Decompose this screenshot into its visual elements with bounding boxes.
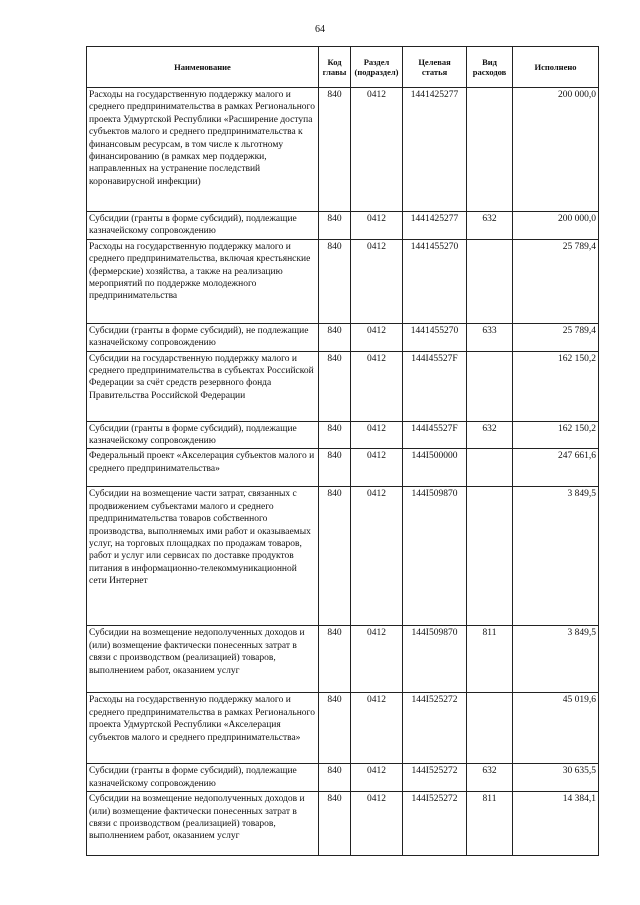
budget-table (86, 46, 599, 856)
row-code: 840 (319, 88, 351, 212)
row-code: 840 (319, 239, 351, 323)
table-row (87, 323, 599, 351)
row-section: 0412 (351, 421, 403, 449)
row-code: 840 (319, 792, 351, 856)
row-amount: 200 000,0 (513, 88, 599, 212)
header-article: Целевая статья (403, 47, 467, 88)
row-article: 144I45527F (403, 421, 467, 449)
header-code: Код главы (319, 47, 351, 88)
row-code: 840 (319, 351, 351, 421)
table-row (87, 792, 599, 856)
row-name: Субсидии (гранты в форме субсидий), не подлежащие казначейскому сопровождению (87, 323, 319, 351)
table-row (87, 626, 599, 693)
row-expense-type (467, 449, 513, 487)
row-section: 0412 (351, 764, 403, 792)
row-section: 0412 (351, 792, 403, 856)
header-expense-type: Вид расходов (467, 47, 513, 88)
row-article: 144I509870 (403, 626, 467, 693)
row-amount: 162 150,2 (513, 421, 599, 449)
row-amount: 25 789,4 (513, 239, 599, 323)
table-row (87, 764, 599, 792)
table-row (87, 693, 599, 764)
row-amount: 14 384,1 (513, 792, 599, 856)
row-name: Федеральный проект «Акселерация субъектов малого и среднего предпринимательства» (87, 449, 319, 487)
table-row (87, 421, 599, 449)
row-expense-type: 632 (467, 212, 513, 240)
row-code: 840 (319, 626, 351, 693)
row-section: 0412 (351, 693, 403, 764)
row-article: 144I500000 (403, 449, 467, 487)
row-article: 144I525272 (403, 693, 467, 764)
row-article: 144I45527F (403, 351, 467, 421)
row-section: 0412 (351, 449, 403, 487)
row-code: 840 (319, 323, 351, 351)
row-code: 840 (319, 764, 351, 792)
row-expense-type (467, 487, 513, 626)
row-article: 1441425277 (403, 212, 467, 240)
row-expense-type: 633 (467, 323, 513, 351)
row-expense-type: 632 (467, 764, 513, 792)
row-amount: 162 150,2 (513, 351, 599, 421)
row-section: 0412 (351, 88, 403, 212)
header-name: Наименование (87, 47, 319, 88)
table-row (87, 449, 599, 487)
row-name: Расходы на государственную поддержку малого и среднего предпринимательства в рамках Регионального проекта Удмуртской Республики «Расширение доступа субъектов малого и среднего предпринимательства к финансовым ресурсам, в том числе к льготному финансированию (в рамках мер поддержки, направленных на устранение последствий коронавирусной инфекции) (87, 88, 319, 212)
row-expense-type (467, 88, 513, 212)
row-expense-type (467, 693, 513, 764)
row-name: Субсидии (гранты в форме субсидий), подлежащие казначейскому сопровождению (87, 421, 319, 449)
row-amount: 3 849,5 (513, 626, 599, 693)
table-row (87, 351, 599, 421)
row-article: 144I525272 (403, 792, 467, 856)
row-code: 840 (319, 421, 351, 449)
page-number: 64 (315, 24, 325, 35)
row-section: 0412 (351, 351, 403, 421)
row-name: Субсидии на возмещение недополученных доходов и (или) возмещение фактически понесенных затрат в связи с производством (реализацией) товаров, выполнением работ, оказанием услуг (87, 626, 319, 693)
row-amount: 3 849,5 (513, 487, 599, 626)
row-expense-type (467, 351, 513, 421)
row-name: Субсидии на возмещение части затрат, связанных с продвижением субъектами малого и среднего предпринимательства товаров собственного производства, выполняемых ими работ и оказываемых услуг, на торговых площадках по продажам товаров, работ и услуг или сервисах по доставке продуктов питания в информационно-телекоммуникационной сети Интернет (87, 487, 319, 626)
row-code: 840 (319, 487, 351, 626)
row-article: 144I509870 (403, 487, 467, 626)
row-section: 0412 (351, 239, 403, 323)
row-name: Субсидии (гранты в форме субсидий), подлежащие казначейскому сопровождению (87, 764, 319, 792)
table-row (87, 487, 599, 626)
row-amount: 25 789,4 (513, 323, 599, 351)
row-section: 0412 (351, 212, 403, 240)
table-row (87, 88, 599, 212)
row-name: Субсидии (гранты в форме субсидий), подлежащие казначейскому сопровождению (87, 212, 319, 240)
row-amount: 45 019,6 (513, 693, 599, 764)
table-row (87, 212, 599, 240)
row-name: Субсидии на возмещение недополученных доходов и (или) возмещение фактически понесенных затрат в связи с производством (реализацией) товаров, выполнением работ, оказанием услуг (87, 792, 319, 856)
row-article: 144I525272 (403, 764, 467, 792)
header-section: Раздел (подраздел) (351, 47, 403, 88)
row-name: Расходы на государственную поддержку малого и среднего предпринимательства в рамках Регионального проекта Удмуртской Республики «Акселерация субъектов малого и среднего предпринимательства» (87, 693, 319, 764)
row-code: 840 (319, 693, 351, 764)
row-code: 840 (319, 212, 351, 240)
row-section: 0412 (351, 626, 403, 693)
row-article: 1441455270 (403, 323, 467, 351)
table-header-row (87, 47, 599, 88)
table-row (87, 239, 599, 323)
row-amount: 247 661,6 (513, 449, 599, 487)
row-name: Субсидии на государственную поддержку малого и среднего предпринимательства в субъектах Российской Федерации за счёт средств резервного фонда Правительства Российской Федерации (87, 351, 319, 421)
row-name: Расходы на государственную поддержку малого и среднего предпринимательства, включая крестьянские (фермерские) хозяйства, а также на реализацию мероприятий по поддержке молодежного предпринимательства (87, 239, 319, 323)
row-expense-type: 811 (467, 626, 513, 693)
row-expense-type (467, 239, 513, 323)
row-article: 1441425277 (403, 88, 467, 212)
row-section: 0412 (351, 487, 403, 626)
row-section: 0412 (351, 323, 403, 351)
header-amount: Исполнено (513, 47, 599, 88)
row-expense-type: 632 (467, 421, 513, 449)
row-expense-type: 811 (467, 792, 513, 856)
row-article: 1441455270 (403, 239, 467, 323)
row-code: 840 (319, 449, 351, 487)
row-amount: 30 635,5 (513, 764, 599, 792)
row-amount: 200 000,0 (513, 212, 599, 240)
